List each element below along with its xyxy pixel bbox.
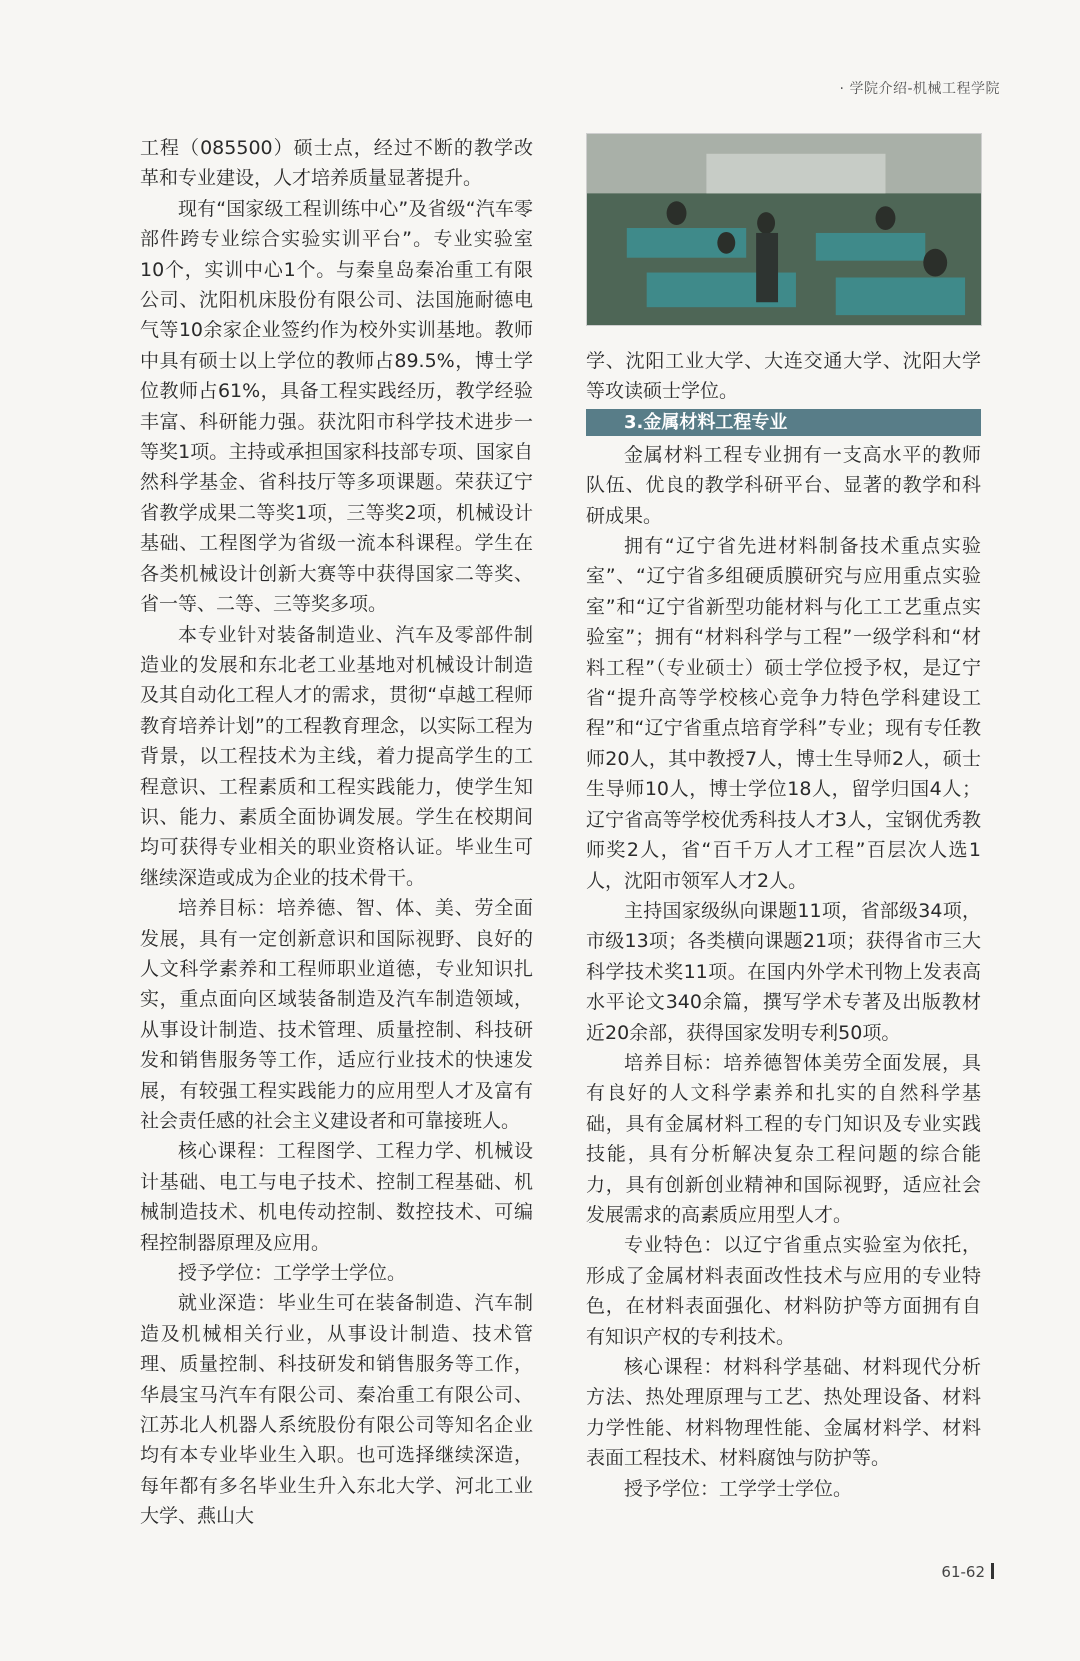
left-text-column [140,133,533,1532]
page-number [941,1563,994,1581]
paragraph: 现有“国家级工程训练中心”及省级“汽车零部件跨专业综合实验实训平台”。专业实验室10个，实训中心1个。与秦皇岛秦冶重工有限公司、沈阳机床股份有限公司、法国施耐德电气等10余家企业签约作为校外实训基地。教师中具有硕士以上学位的教师占89.5%，博士学位教师占61%，具备工程实践经历，教学经验丰富、科研能力强。获沈阳市科学技术进步一等奖1项。主持或承担国家科技部专项、国家自然科学基金、省科技厅等多项课题。荣获辽宁省教学成果二等奖1项，三等奖2项，机械设计基础、工程图学为省级一流本科课程。学生在各类机械设计创新大赛等中获得国家二等奖、省一等、二等、三等奖多项。 [140,197,533,616]
paragraph: 核心课程：工程图学、工程力学、机械设计基础、电工与电子技术、控制工程基础、机械制造技术、机电传动控制、数控技术、可编程控制器原理及应用。 [140,1140,533,1254]
paragraph: 就业深造：毕业生可在装备制造、汽车制造及机械相关行业，从事设计制造、技术管理、质量控制、科技研发和销售服务等工作，华晨宝马汽车有限公司、秦冶重工有限公司、江苏北人机器人系统股份有限公司等知名企业均有本专业毕业生入职。也可选择继续深造，每年都有多名毕业生升入东北大学、河北工业大学、燕山大 [140,1292,533,1528]
paragraph: 本专业针对装备制造业、汽车及零部件制造业的发展和东北老工业基地对机械设计制造及其自动化工程人才的需求，贯彻“卓越工程师教育培养计划”的工程教育理念，以实际工程为背景，以工程技术为主线，着力提高学生的工程意识、工程素质和工程实践能力，使学生知识、能力、素质全面协调发展。学生在校期间均可获得专业相关的职业资格认证。毕业生可继续深造或成为企业的技术骨干。 [140,623,533,889]
paragraph: 培养目标：培养德智体美劳全面发展，具有良好的人文科学素养和扎实的自然科学基础，具有金属材料工程的专门知识及专业实践技能，具有分析解决复杂工程问题的综合能力，具有创新创业精神和国际视野，适应社会发展需求的高素质应用型人才。 [586,1051,981,1226]
page-number-bar [991,1563,994,1579]
paragraph: 核心课程：材料科学基础、材料现代分析方法、热处理原理与工艺、热处理设备、材料力学性能、材料物理性能、金属材料学、材料表面工程技术、材料腐蚀与防护等。 [586,1356,981,1470]
section-heading: 3.金属材料工程专业 [586,409,981,436]
paragraph: 授予学位：工学学士学位。 [178,1262,407,1285]
paragraph: 授予学位：工学学士学位。 [624,1477,853,1500]
paragraph: 专业特色：以辽宁省重点实验室为依托，形成了金属材料表面改性技术与应用的专业特色，在材料表面强化、材料防护等方面拥有自有知识产权的专利技术。 [586,1234,981,1348]
workshop-photo-illustration [587,134,981,325]
paragraph: 主持国家级纵向课题11项，省部级34项，市级13项；各类横向课题21项；获得省市三大科学技术奖11项。在国内外学术刊物上发表高水平论文340余篇，撰写学术专著及出版教材近20余部，获得国家发明专利50项。 [586,899,981,1044]
paragraph-continuation: 学、沈阳工业大学、大连交通大学、沈阳大学等攻读硕士学位。 [586,350,981,403]
paragraph: 工程（085500）硕士点，经过不断的教学改革和专业建设，人才培养质量显著提升。 [140,137,533,190]
workshop-training-photo [586,133,982,326]
paragraph: 拥有“辽宁省先进材料制备技术重点实验室”、“辽宁省多组硬质膜研究与应用重点实验室”和“辽宁省新型功能材料与化工工艺重点实验室”；拥有“材料科学与工程”一级学科和“材料工程”（专业硕士）硕士学位授予权，是辽宁省“提升高等学校核心竞争力特色学科建设工程”和“辽宁省重点培育学科”专业；现有专任教师20人，其中教授7人，博士生导师2人，硕士生导师10人，博士学位18人，留学归国4人；辽宁省高等学校优秀科技人才3人，宝钢优秀教师奖2人，省“百千万人才工程”百层次人选1人，沈阳市领军人才2人。 [586,535,981,892]
right-text-column [586,133,981,1504]
page-number-text: 61-62 [941,1563,985,1581]
paragraph: 培养目标：培养德、智、体、美、劳全面发展，具有一定创新意识和国际视野、良好的人文科学素养和工程师职业道德，专业知识扎实，重点面向区域装备制造及汽车制造领域，从事设计制造、技术管理、质量控制、科技研发和销售服务等工作，适应行业技术的快速发展，有较强工程实践能力的应用型人才及富有社会责任感的社会主义建设者和可靠接班人。 [140,897,533,1132]
paragraph: 金属材料工程专业拥有一支高水平的教师队伍、优良的教学科研平台、显著的教学和科研成果。 [586,443,981,527]
page-header-breadcrumb: · 学院介绍-机械工程学院 [839,81,1000,97]
